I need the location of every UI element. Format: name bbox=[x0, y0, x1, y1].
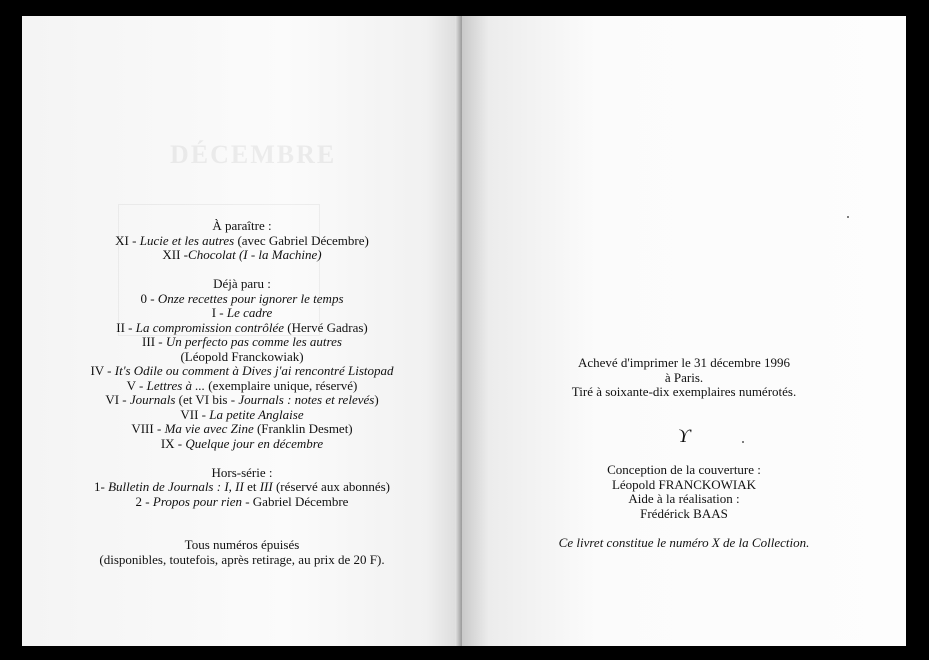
special-heading: Hors-série : bbox=[211, 464, 273, 480]
list-item: III - Un perfecto pas comme les autres bbox=[142, 334, 342, 349]
list-item: 0 - Onze recettes pour ignorer le temps bbox=[140, 290, 344, 306]
colophon-line: Achevé d'imprimer le 31 décembre 1996 bbox=[577, 355, 791, 370]
credits-line: Conception de la couverture : bbox=[607, 462, 761, 477]
show-through-text: DÉCEMBRE bbox=[170, 140, 337, 169]
list-item: VIII - Ma vie avec Zine (Franklin Desmet) bbox=[131, 421, 353, 436]
list-item: IV - It's Odile ou comment à Dives j'ai rencontré Listopad bbox=[90, 363, 394, 378]
colophon bbox=[462, 356, 906, 400]
list-item: V - Lettres à ... (exemplaire unique, réservé) bbox=[126, 377, 358, 393]
list-item: I - Le cadre bbox=[211, 305, 273, 320]
sold-out-line: Tous numéros épuisés bbox=[184, 537, 300, 552]
list-item: 1- Bulletin de Journals : I, II et III (réservé aux abonnés) bbox=[93, 479, 391, 494]
list-item: 2 - Propos pour rien - Gabriel Décembre bbox=[135, 493, 349, 509]
list-item: VII - La petite Anglaise bbox=[180, 406, 304, 422]
credits-line: Aide à la réalisation : bbox=[628, 491, 740, 506]
list-item: II - La compromission contrôlée (Hervé Gadras) bbox=[116, 319, 368, 335]
forthcoming-heading: À paraître : bbox=[212, 218, 272, 233]
paper-speck bbox=[847, 216, 849, 218]
list-item: (Léopold Franckowiak) bbox=[180, 348, 304, 364]
credits-line: Frédérick BAAS bbox=[640, 505, 728, 521]
credits-line: Léopold FRANCKOWIAK bbox=[611, 476, 757, 492]
right-page bbox=[462, 16, 906, 646]
list-item: XII -Chocolat (I - la Machine) bbox=[162, 247, 322, 262]
collection-note: Ce livret constitue le numéro X de la Collection. bbox=[558, 534, 810, 550]
publisher-logo-icon: ϒ bbox=[677, 426, 691, 447]
list-item: IX - Quelque jour en décembre bbox=[160, 435, 324, 451]
list-item: XI - Lucie et les autres (avec Gabriel Décembre) bbox=[115, 232, 369, 248]
sold-out-note: (disponibles, toutefois, après retirage, au prix de 20 F). bbox=[99, 551, 385, 567]
catalogue-list bbox=[22, 219, 462, 567]
published-heading: Déjà paru : bbox=[213, 276, 271, 291]
paper-speck bbox=[742, 441, 744, 443]
colophon-line: Tiré à soixante-dix exemplaires numérotés. bbox=[571, 384, 797, 399]
colophon-line: à Paris. bbox=[664, 369, 704, 385]
credits bbox=[462, 463, 906, 550]
left-page bbox=[22, 16, 462, 646]
list-item: VI - Journals (et VI bis - Journals : notes et relevés) bbox=[105, 392, 379, 407]
